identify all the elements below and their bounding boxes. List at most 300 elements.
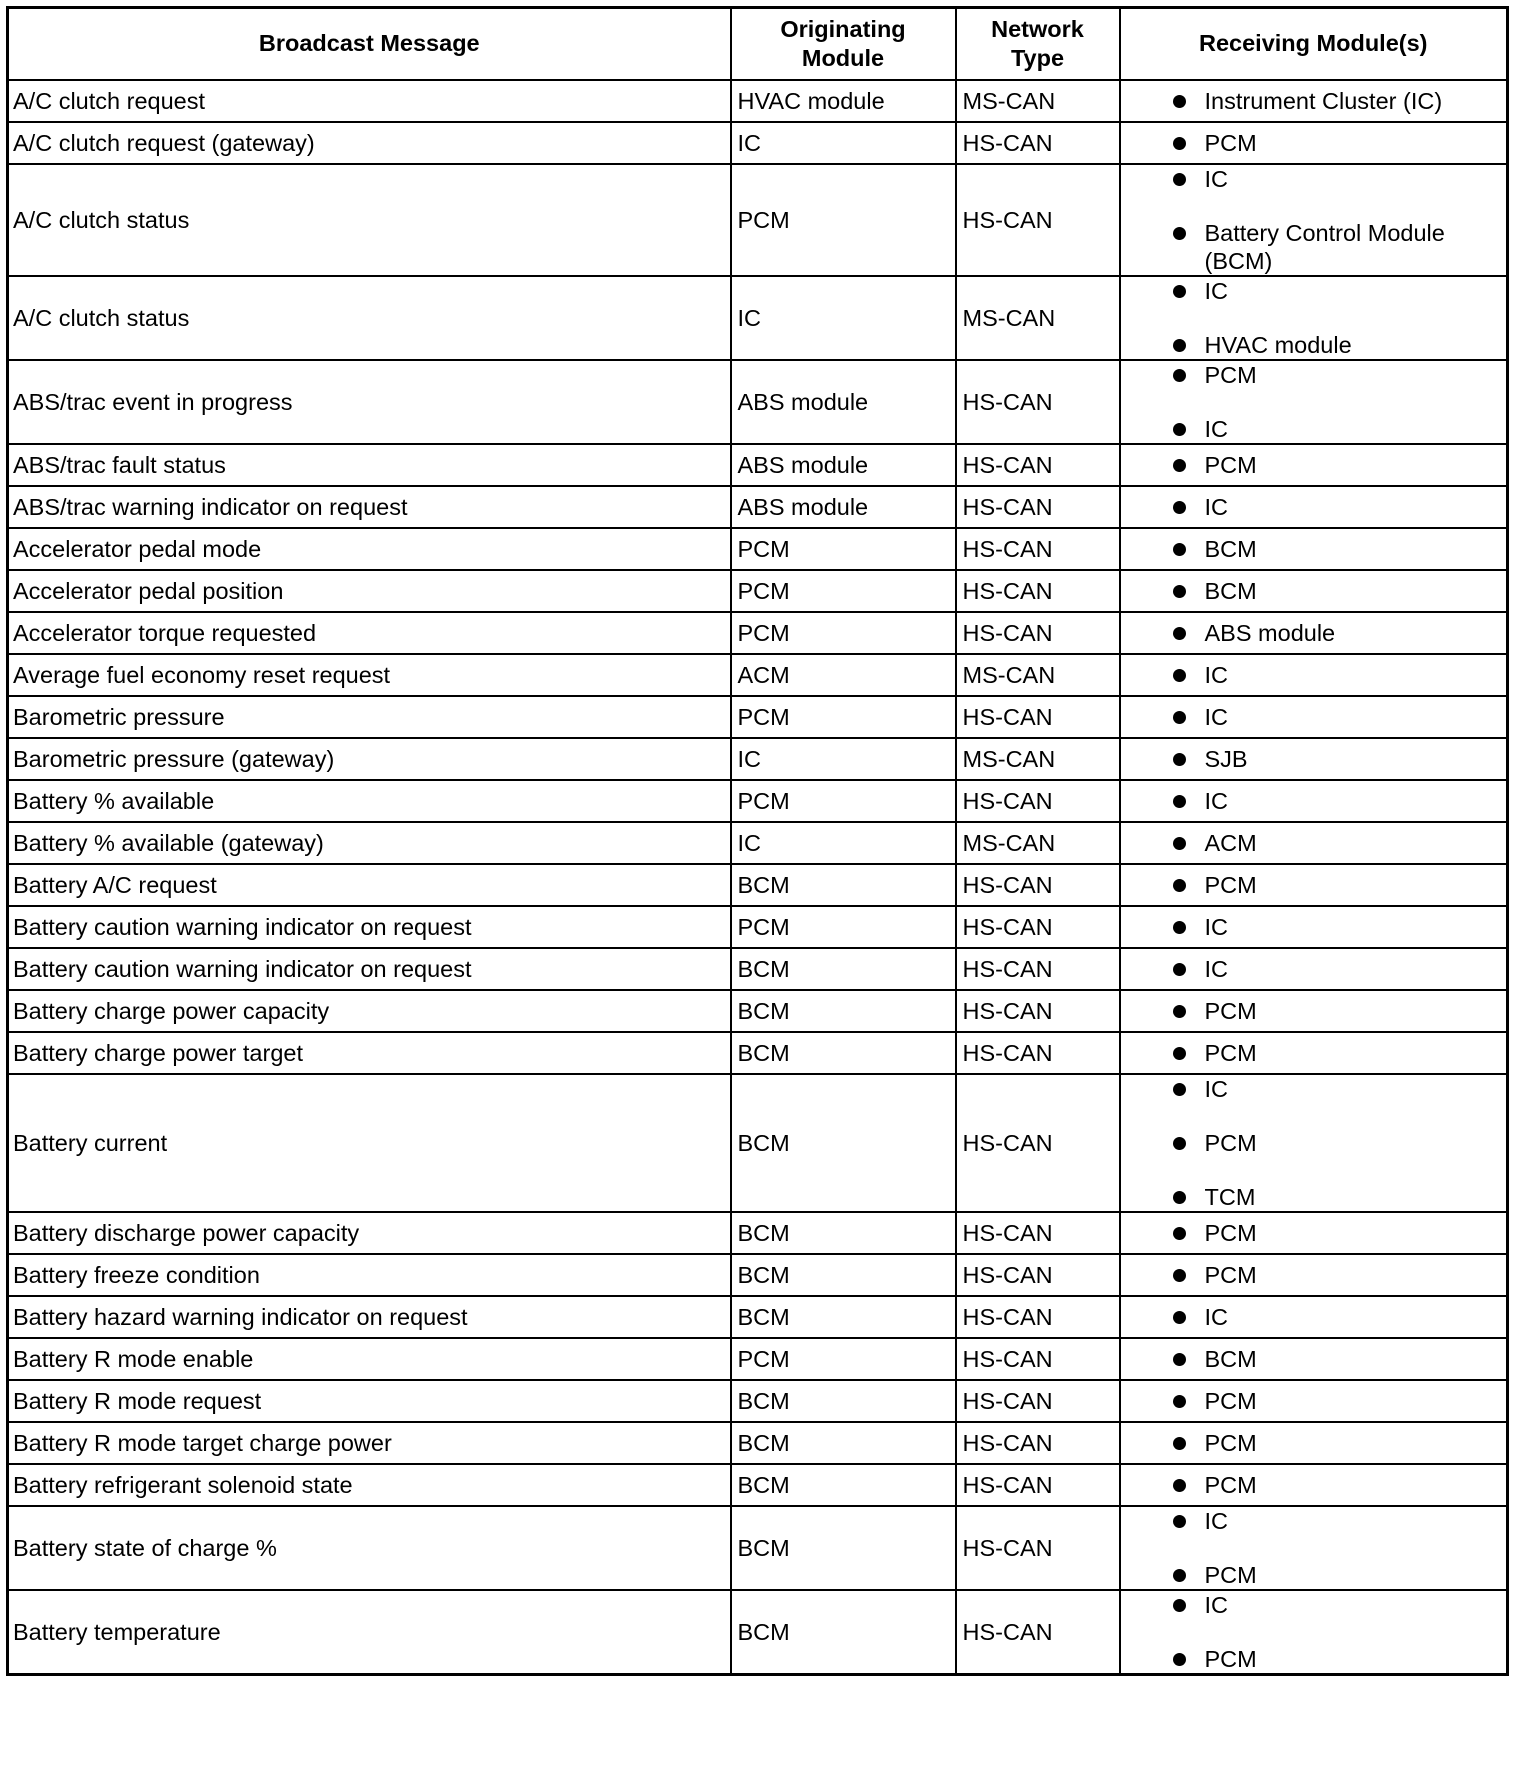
receiving-module-item <box>1127 577 1501 605</box>
broadcast-message-cell: Barometric pressure <box>8 696 731 738</box>
table-row <box>8 1464 1508 1506</box>
receiving-modules-cell <box>1120 1032 1508 1074</box>
bullet-icon <box>1173 459 1186 472</box>
bullet-icon <box>1173 1437 1186 1450</box>
receiving-module-label: PCM <box>1204 1387 1257 1414</box>
bullet-icon <box>1173 339 1186 352</box>
receiving-module-list <box>1127 1039 1501 1067</box>
network-type-cell: HS-CAN <box>956 570 1120 612</box>
receiving-module-item <box>1127 1303 1501 1331</box>
receiving-module-list <box>1127 1429 1501 1457</box>
receiving-modules-cell <box>1120 1338 1508 1380</box>
table-row <box>8 906 1508 948</box>
bullet-icon <box>1173 1515 1186 1528</box>
bullet-icon <box>1173 1269 1186 1282</box>
receiving-modules-cell <box>1120 990 1508 1032</box>
receiving-module-list <box>1127 829 1501 857</box>
receiving-module-item <box>1127 1561 1501 1589</box>
header-row <box>8 8 1508 80</box>
bullet-icon <box>1173 285 1186 298</box>
receiving-module-label: Instrument Cluster (IC) <box>1204 87 1443 114</box>
originating-module-cell: BCM <box>731 1032 956 1074</box>
receiving-module-list <box>1127 661 1501 689</box>
receiving-module-label: PCM <box>1204 1039 1257 1066</box>
header-originating-text: Originating Module <box>780 15 906 71</box>
receiving-module-item <box>1127 1129 1501 1157</box>
receiving-module-label: PCM <box>1204 1645 1257 1672</box>
broadcast-message-cell: Battery caution warning indicator on request <box>8 948 731 990</box>
network-type-cell: HS-CAN <box>956 1464 1120 1506</box>
broadcast-message-cell: Battery discharge power capacity <box>8 1212 731 1254</box>
broadcast-message-cell: Battery state of charge % <box>8 1506 731 1590</box>
receiving-modules-cell <box>1120 1590 1508 1675</box>
receiving-module-item <box>1127 703 1501 731</box>
table-row <box>8 570 1508 612</box>
receiving-module-item <box>1127 1039 1501 1067</box>
broadcast-message-cell: Battery freeze condition <box>8 1254 731 1296</box>
network-type-cell: HS-CAN <box>956 990 1120 1032</box>
receiving-module-list <box>1127 577 1501 605</box>
receiving-modules-cell <box>1120 612 1508 654</box>
network-type-cell: HS-CAN <box>956 864 1120 906</box>
receiving-module-item <box>1127 829 1501 857</box>
receiving-module-list <box>1127 997 1501 1025</box>
table-row <box>8 1506 1508 1590</box>
table-row <box>8 1254 1508 1296</box>
receiving-module-label: PCM <box>1204 1219 1257 1246</box>
receiving-module-label: ACM <box>1204 829 1257 856</box>
table-body <box>8 80 1508 1675</box>
receiving-modules-cell <box>1120 906 1508 948</box>
bullet-icon <box>1173 501 1186 514</box>
broadcast-message-cell: ABS/trac warning indicator on request <box>8 486 731 528</box>
receiving-module-item <box>1127 451 1501 479</box>
receiving-module-list <box>1127 703 1501 731</box>
receiving-module-list <box>1127 451 1501 479</box>
receiving-module-label: IC <box>1204 787 1228 814</box>
bullet-icon <box>1173 1599 1186 1612</box>
bullet-icon <box>1173 1653 1186 1666</box>
receiving-module-item <box>1127 1183 1501 1211</box>
network-type-cell: HS-CAN <box>956 780 1120 822</box>
bullet-icon <box>1173 1137 1186 1150</box>
receiving-module-label: BCM <box>1204 577 1257 604</box>
receiving-module-list <box>1127 1261 1501 1289</box>
originating-module-cell: PCM <box>731 164 956 276</box>
receiving-module-label: PCM <box>1204 129 1257 156</box>
table-row <box>8 1032 1508 1074</box>
receiving-module-label: IC <box>1204 1303 1228 1330</box>
originating-module-cell: BCM <box>731 1422 956 1464</box>
receiving-module-label: PCM <box>1204 1561 1257 1588</box>
table-row <box>8 360 1508 444</box>
receiving-module-list <box>1127 535 1501 563</box>
receiving-module-label: IC <box>1204 493 1228 520</box>
bullet-icon <box>1173 227 1186 240</box>
receiving-module-label: PCM <box>1204 871 1257 898</box>
receiving-module-item <box>1127 871 1501 899</box>
receiving-module-list <box>1127 165 1501 275</box>
originating-module-cell: ABS module <box>731 486 956 528</box>
receiving-module-item <box>1127 87 1501 115</box>
receiving-module-list <box>1127 1075 1501 1211</box>
network-type-cell: HS-CAN <box>956 1590 1120 1675</box>
originating-module-cell: BCM <box>731 1074 956 1212</box>
broadcast-message-cell: A/C clutch request <box>8 80 731 122</box>
receiving-module-list <box>1127 745 1501 773</box>
receiving-modules-cell <box>1120 864 1508 906</box>
bullet-icon <box>1173 1227 1186 1240</box>
receiving-module-list <box>1127 129 1501 157</box>
bullet-icon <box>1173 423 1186 436</box>
receiving-module-list <box>1127 1471 1501 1499</box>
broadcast-message-cell: Barometric pressure (gateway) <box>8 738 731 780</box>
broadcast-message-cell: Battery charge power target <box>8 1032 731 1074</box>
broadcast-message-cell: Battery A/C request <box>8 864 731 906</box>
network-type-cell: MS-CAN <box>956 822 1120 864</box>
receiving-module-label: PCM <box>1204 1471 1257 1498</box>
receiving-module-label: PCM <box>1204 361 1257 388</box>
bullet-icon <box>1173 963 1186 976</box>
receiving-module-list <box>1127 619 1501 647</box>
table-row <box>8 1338 1508 1380</box>
originating-module-cell: IC <box>731 738 956 780</box>
receiving-module-label: SJB <box>1204 745 1248 772</box>
receiving-modules-cell <box>1120 276 1508 360</box>
network-type-cell: HS-CAN <box>956 1506 1120 1590</box>
bullet-icon <box>1173 1083 1186 1096</box>
originating-module-cell: BCM <box>731 1464 956 1506</box>
receiving-modules-cell <box>1120 1254 1508 1296</box>
header-network-type <box>956 8 1120 80</box>
table-row <box>8 528 1508 570</box>
receiving-module-item <box>1127 129 1501 157</box>
table-row <box>8 738 1508 780</box>
table-row <box>8 1212 1508 1254</box>
receiving-module-label: IC <box>1204 955 1228 982</box>
receiving-module-list <box>1127 361 1501 443</box>
receiving-modules-cell <box>1120 1506 1508 1590</box>
bullet-icon <box>1173 543 1186 556</box>
originating-module-cell: PCM <box>731 528 956 570</box>
broadcast-message-cell: A/C clutch request (gateway) <box>8 122 731 164</box>
receiving-module-label: IC <box>1204 277 1228 304</box>
receiving-module-list <box>1127 1345 1501 1373</box>
receiving-module-item <box>1127 661 1501 689</box>
bullet-icon <box>1173 753 1186 766</box>
broadcast-message-cell: Battery temperature <box>8 1590 731 1675</box>
receiving-module-item <box>1127 1645 1501 1673</box>
receiving-module-item <box>1127 1591 1501 1619</box>
table-row <box>8 822 1508 864</box>
receiving-module-item <box>1127 1471 1501 1499</box>
receiving-modules-cell <box>1120 1212 1508 1254</box>
receiving-module-item <box>1127 219 1501 275</box>
receiving-module-item <box>1127 277 1501 305</box>
network-type-cell: HS-CAN <box>956 1212 1120 1254</box>
table-row <box>8 1422 1508 1464</box>
table-row <box>8 864 1508 906</box>
originating-module-cell: BCM <box>731 990 956 1032</box>
receiving-modules-cell <box>1120 948 1508 990</box>
broadcast-message-cell: ABS/trac fault status <box>8 444 731 486</box>
receiving-module-label: IC <box>1204 913 1228 940</box>
receiving-module-label: TCM <box>1204 1183 1256 1210</box>
originating-module-cell: PCM <box>731 696 956 738</box>
receiving-module-list <box>1127 1219 1501 1247</box>
broadcast-message-cell: ABS/trac event in progress <box>8 360 731 444</box>
bullet-icon <box>1173 627 1186 640</box>
table-row <box>8 80 1508 122</box>
receiving-module-label: BCM <box>1204 535 1257 562</box>
receiving-modules-cell <box>1120 444 1508 486</box>
bullet-icon <box>1173 921 1186 934</box>
bullet-icon <box>1173 879 1186 892</box>
network-type-cell: MS-CAN <box>956 276 1120 360</box>
receiving-module-item <box>1127 1075 1501 1103</box>
receiving-module-list <box>1127 787 1501 815</box>
receiving-module-label: IC <box>1204 415 1228 442</box>
table-row <box>8 1380 1508 1422</box>
table-row <box>8 696 1508 738</box>
table-row <box>8 1074 1508 1212</box>
network-type-cell: HS-CAN <box>956 486 1120 528</box>
receiving-module-label: IC <box>1204 1507 1228 1534</box>
receiving-module-list <box>1127 1303 1501 1331</box>
originating-module-cell: BCM <box>731 1212 956 1254</box>
network-type-cell: HS-CAN <box>956 1380 1120 1422</box>
network-type-cell: HS-CAN <box>956 612 1120 654</box>
originating-module-cell: PCM <box>731 906 956 948</box>
receiving-module-list <box>1127 1387 1501 1415</box>
receiving-module-label: PCM <box>1204 451 1257 478</box>
receiving-module-item <box>1127 955 1501 983</box>
receiving-modules-cell <box>1120 486 1508 528</box>
bullet-icon <box>1173 137 1186 150</box>
bullet-icon <box>1173 795 1186 808</box>
receiving-modules-cell <box>1120 654 1508 696</box>
originating-module-cell: PCM <box>731 570 956 612</box>
receiving-modules-cell <box>1120 696 1508 738</box>
receiving-modules-cell <box>1120 360 1508 444</box>
broadcast-message-cell: Battery caution warning indicator on request <box>8 906 731 948</box>
receiving-modules-cell <box>1120 528 1508 570</box>
broadcast-message-cell: Accelerator pedal position <box>8 570 731 612</box>
network-type-cell: HS-CAN <box>956 906 1120 948</box>
broadcast-message-cell: Battery current <box>8 1074 731 1212</box>
receiving-module-list <box>1127 871 1501 899</box>
table-row <box>8 990 1508 1032</box>
receiving-module-label: PCM <box>1204 997 1257 1024</box>
bullet-icon <box>1173 711 1186 724</box>
receiving-module-label: Battery Control Module (BCM) <box>1204 219 1445 274</box>
table-row <box>8 612 1508 654</box>
broadcast-message-cell: Battery R mode target charge power <box>8 1422 731 1464</box>
bullet-icon <box>1173 173 1186 186</box>
receiving-modules-cell <box>1120 780 1508 822</box>
receiving-module-list <box>1127 955 1501 983</box>
receiving-modules-cell <box>1120 122 1508 164</box>
network-type-cell: HS-CAN <box>956 122 1120 164</box>
originating-module-cell: PCM <box>731 780 956 822</box>
bullet-icon <box>1173 1569 1186 1582</box>
network-type-cell: HS-CAN <box>956 1074 1120 1212</box>
receiving-modules-cell <box>1120 164 1508 276</box>
table-row <box>8 780 1508 822</box>
receiving-module-list <box>1127 277 1501 359</box>
receiving-module-label: PCM <box>1204 1429 1257 1456</box>
network-type-cell: HS-CAN <box>956 1422 1120 1464</box>
network-type-cell: HS-CAN <box>956 164 1120 276</box>
network-type-cell: MS-CAN <box>956 654 1120 696</box>
originating-module-cell: IC <box>731 276 956 360</box>
receiving-module-item <box>1127 1387 1501 1415</box>
bullet-icon <box>1173 1005 1186 1018</box>
originating-module-cell: ABS module <box>731 360 956 444</box>
bullet-icon <box>1173 837 1186 850</box>
receiving-module-list <box>1127 87 1501 115</box>
receiving-module-label: PCM <box>1204 1261 1257 1288</box>
receiving-module-item <box>1127 787 1501 815</box>
receiving-modules-cell <box>1120 1422 1508 1464</box>
originating-module-cell: PCM <box>731 612 956 654</box>
bullet-icon <box>1173 95 1186 108</box>
originating-module-cell: IC <box>731 822 956 864</box>
originating-module-cell: PCM <box>731 1338 956 1380</box>
bullet-icon <box>1173 369 1186 382</box>
table-row <box>8 948 1508 990</box>
receiving-module-item <box>1127 745 1501 773</box>
receiving-module-label: BCM <box>1204 1345 1257 1372</box>
originating-module-cell: BCM <box>731 1254 956 1296</box>
receiving-module-label: IC <box>1204 165 1228 192</box>
bullet-icon <box>1173 585 1186 598</box>
table-row <box>8 486 1508 528</box>
receiving-module-label: IC <box>1204 1591 1228 1618</box>
table-row <box>8 1590 1508 1675</box>
receiving-module-label: PCM <box>1204 1129 1257 1156</box>
network-type-cell: HS-CAN <box>956 1254 1120 1296</box>
network-type-cell: HS-CAN <box>956 948 1120 990</box>
originating-module-cell: ABS module <box>731 444 956 486</box>
broadcast-message-cell: A/C clutch status <box>8 276 731 360</box>
receiving-module-item <box>1127 331 1501 359</box>
table-row <box>8 276 1508 360</box>
bullet-icon <box>1173 1191 1186 1204</box>
originating-module-cell: BCM <box>731 864 956 906</box>
broadcast-message-cell: Battery refrigerant solenoid state <box>8 1464 731 1506</box>
receiving-module-item <box>1127 913 1501 941</box>
broadcast-message-cell: Battery % available <box>8 780 731 822</box>
receiving-modules-cell <box>1120 822 1508 864</box>
network-type-cell: HS-CAN <box>956 1338 1120 1380</box>
receiving-module-item <box>1127 1261 1501 1289</box>
broadcast-message-cell: Battery charge power capacity <box>8 990 731 1032</box>
bullet-icon <box>1173 1353 1186 1366</box>
broadcast-message-cell: Average fuel economy reset request <box>8 654 731 696</box>
receiving-modules-cell <box>1120 1074 1508 1212</box>
bullet-icon <box>1173 669 1186 682</box>
receiving-module-item <box>1127 619 1501 647</box>
receiving-module-item <box>1127 535 1501 563</box>
receiving-module-label: ABS module <box>1204 619 1336 646</box>
broadcast-message-cell: Accelerator pedal mode <box>8 528 731 570</box>
receiving-module-label: IC <box>1204 703 1228 730</box>
receiving-modules-cell <box>1120 570 1508 612</box>
network-type-cell: HS-CAN <box>956 444 1120 486</box>
receiving-modules-cell <box>1120 1380 1508 1422</box>
header-network-text: Network Type <box>991 15 1084 71</box>
bullet-icon <box>1173 1311 1186 1324</box>
table-row <box>8 164 1508 276</box>
receiving-module-label: HVAC module <box>1204 331 1352 358</box>
receiving-module-item <box>1127 1345 1501 1373</box>
receiving-module-item <box>1127 1507 1501 1535</box>
originating-module-cell: BCM <box>731 1296 956 1338</box>
receiving-module-label: IC <box>1204 661 1228 688</box>
broadcast-message-cell: Battery R mode request <box>8 1380 731 1422</box>
broadcast-message-cell: Accelerator torque requested <box>8 612 731 654</box>
receiving-module-item <box>1127 1429 1501 1457</box>
receiving-module-list <box>1127 1507 1501 1589</box>
receiving-module-list <box>1127 1591 1501 1673</box>
table-row <box>8 444 1508 486</box>
broadcast-message-table <box>6 6 1509 1676</box>
originating-module-cell: BCM <box>731 1590 956 1675</box>
table-row <box>8 654 1508 696</box>
network-type-cell: MS-CAN <box>956 80 1120 122</box>
originating-module-cell: BCM <box>731 1380 956 1422</box>
receiving-modules-cell <box>1120 1464 1508 1506</box>
broadcast-message-cell: Battery % available (gateway) <box>8 822 731 864</box>
originating-module-cell: IC <box>731 122 956 164</box>
network-type-cell: HS-CAN <box>956 1032 1120 1074</box>
receiving-module-item <box>1127 361 1501 389</box>
table-row <box>8 1296 1508 1338</box>
broadcast-message-cell: A/C clutch status <box>8 164 731 276</box>
receiving-modules-cell <box>1120 738 1508 780</box>
originating-module-cell: BCM <box>731 1506 956 1590</box>
receiving-modules-cell <box>1120 1296 1508 1338</box>
receiving-module-label: IC <box>1204 1075 1228 1102</box>
receiving-module-list <box>1127 493 1501 521</box>
network-type-cell: HS-CAN <box>956 528 1120 570</box>
table-row <box>8 122 1508 164</box>
receiving-module-item <box>1127 997 1501 1025</box>
broadcast-message-cell: Battery hazard warning indicator on request <box>8 1296 731 1338</box>
receiving-module-item <box>1127 493 1501 521</box>
receiving-module-item <box>1127 415 1501 443</box>
receiving-module-item <box>1127 1219 1501 1247</box>
originating-module-cell: ACM <box>731 654 956 696</box>
network-type-cell: HS-CAN <box>956 1296 1120 1338</box>
originating-module-cell: BCM <box>731 948 956 990</box>
header-originating-module <box>731 8 956 80</box>
network-type-cell: HS-CAN <box>956 360 1120 444</box>
originating-module-cell: HVAC module <box>731 80 956 122</box>
bullet-icon <box>1173 1479 1186 1492</box>
receiving-modules-cell <box>1120 80 1508 122</box>
network-type-cell: HS-CAN <box>956 696 1120 738</box>
network-type-cell: MS-CAN <box>956 738 1120 780</box>
broadcast-message-cell: Battery R mode enable <box>8 1338 731 1380</box>
bullet-icon <box>1173 1047 1186 1060</box>
header-receiving-modules: Receiving Module(s) <box>1120 8 1508 80</box>
bullet-icon <box>1173 1395 1186 1408</box>
receiving-module-list <box>1127 913 1501 941</box>
receiving-module-item <box>1127 165 1501 193</box>
header-broadcast-message: Broadcast Message <box>8 8 731 80</box>
